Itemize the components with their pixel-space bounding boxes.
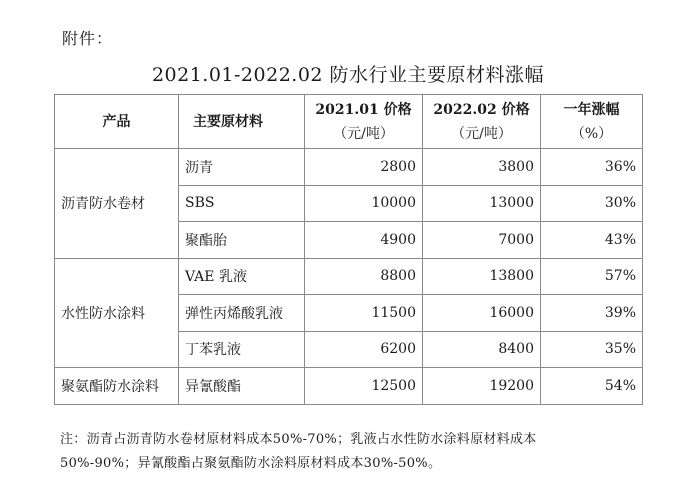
increase-cell: 30%: [541, 185, 643, 222]
raw-material-price-table: [54, 94, 643, 405]
price-2021-cell: 6200: [305, 331, 423, 368]
price-2022-cell: 13800: [423, 258, 541, 295]
material-cell: 沥青: [179, 149, 305, 186]
material-cell: 异氰酸酯: [179, 368, 305, 405]
price-2021-cell: 12500: [305, 368, 423, 405]
price-2022-cell: 3800: [423, 149, 541, 186]
price-2022-cell: 13000: [423, 185, 541, 222]
footnote-line-2: 50%-90%；异氰酸酯占聚氨酯防水涂料原材料成本30%-50%。: [60, 456, 442, 471]
increase-cell: 39%: [541, 295, 643, 332]
price-2021-cell: 10000: [305, 185, 423, 222]
table-row: [55, 149, 643, 186]
table-row: [55, 368, 643, 405]
header-material: 主要原材料: [179, 95, 305, 149]
price-2022-cell: 8400: [423, 331, 541, 368]
product-cell: 水性防水涂料: [55, 258, 179, 368]
price-2021-cell: 11500: [305, 295, 423, 332]
document-title: 2021.01-2022.02 防水行业主要原材料涨幅: [151, 64, 545, 86]
product-cell: 聚氨酯防水涂料: [55, 368, 179, 405]
header-price-2022: 2022.02 价格 （元/吨）: [423, 95, 541, 149]
product-cell: 沥青防水卷材: [55, 149, 179, 259]
price-2021-cell: 2800: [305, 149, 423, 186]
increase-cell: 57%: [541, 258, 643, 295]
attachment-label: 附件：: [62, 29, 114, 48]
table-row: [55, 258, 643, 295]
footnote-line-1: 注：沥青占沥青防水卷材原材料成本50%-70%；乳液占水性防水涂料原材料成本: [60, 432, 537, 447]
price-2022-cell: 7000: [423, 222, 541, 259]
table-footnote: [60, 428, 660, 476]
material-cell: VAE 乳液: [179, 258, 305, 295]
increase-cell: 35%: [541, 331, 643, 368]
price-2021-cell: 8800: [305, 258, 423, 295]
material-cell: 弹性丙烯酸乳液: [179, 295, 305, 332]
price-2022-cell: 19200: [423, 368, 541, 405]
material-cell: SBS: [179, 185, 305, 222]
header-increase: 一年涨幅 （%）: [541, 95, 643, 149]
increase-cell: 43%: [541, 222, 643, 259]
material-cell: 丁苯乳液: [179, 331, 305, 368]
table-header-row: [55, 95, 643, 149]
material-cell: 聚酯胎: [179, 222, 305, 259]
increase-cell: 36%: [541, 149, 643, 186]
header-product: 产品: [55, 95, 179, 149]
increase-cell: 54%: [541, 368, 643, 405]
price-2021-cell: 4900: [305, 222, 423, 259]
price-2022-cell: 16000: [423, 295, 541, 332]
header-price-2021: 2021.01 价格 （元/吨）: [305, 95, 423, 149]
